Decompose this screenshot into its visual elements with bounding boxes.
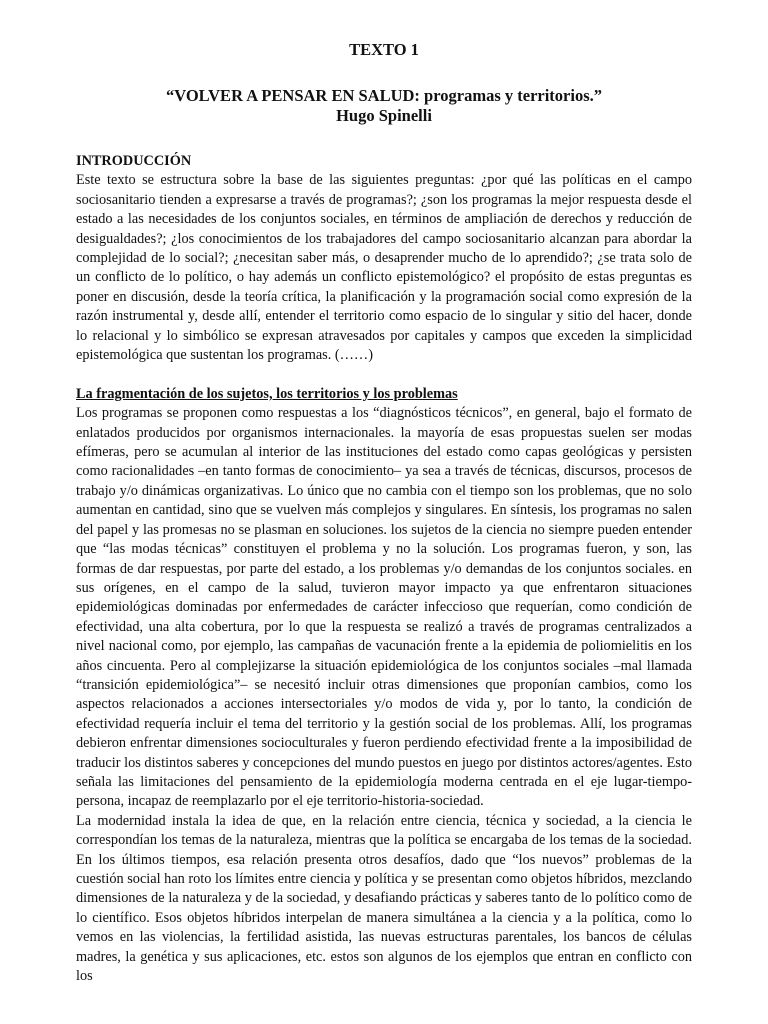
title-block <box>76 86 692 126</box>
section-introduction <box>76 152 692 365</box>
paragraph: Este texto se estructura sobre la base de las siguientes preguntas: ¿por qué las políticas en el campo sociosanitario tienden a expresarse a través de programas?; ¿son los programas la mejor respuesta desde el estado a las necesidades de los conjuntos sociales, en términos de ampliación de derechos y reducción de desigualdades?; ¿los conocimientos de los trabajadores del campo sociosanitario alcanzan para abordar la complejidad de lo social?; ¿necesitan saber más, o desaprender mucho de lo aprendido?; ¿se trata solo de un conflicto de lo político, o hay además un conflicto epistemológico? el propósito de estas preguntas es poner en discusión, desde la teoría crítica, la planificación y la programación social como expresión de la razón instrumental y, desde allí, entender el territorio como espacio de lo singular y sitio del hacer, donde lo relacional y lo simbólico se expresan atravesados por capitales y campos que exceden la simplicidad epistemológica que sustentan los programas. (……) <box>76 172 692 364</box>
document-author: Hugo Spinelli <box>336 106 432 125</box>
document-subtitle: “VOLVER A PENSAR EN SALUD: programas y territorios.” <box>165 86 602 105</box>
section-heading-introduction: INTRODUCCIÓN <box>76 153 192 169</box>
section-heading-fragmentation: La fragmentación de los sujetos, los territorios y los problemas <box>76 385 458 402</box>
document-title: TEXTO 1 <box>349 40 419 59</box>
paragraph: Los programas se proponen como respuestas a los “diagnósticos técnicos”, en general, bajo el formato de enlatados producidos por organismos internacionales. la mayoría de esas propuestas suelen ser modas efímeras, pero se acumulan al interior de las instituciones del estado como capas geológicas y persisten como racionalidades –en tanto formas de conocimiento– ya sea a través de técnicas, discursos, procesos de trabajo y/o dinámicas organizativas. Lo único que no cambia con el tiempo son los problemas, que no solo aumentan en cantidad, sino que se vuelven más complejos y singulares. En síntesis, los programas no salen del papel y las promesas no se plasman en soluciones. los sujetos de la ciencia no siempre pueden entender que “las modas técnicas” constituyen el problema y no la solución. Los programas fueron, y son, las formas de dar respuestas, por parte del estado, a los problemas y/o demandas de los conjuntos sociales. en sus orígenes, en el campo de la salud, tuvieron mayor impacto ya que enfrentaron situaciones epidemiológicas dominadas por enfermedades de carácter infeccioso que requerían, como condición de efectividad, una alta cobertura, por lo que la respuesta se realizó a través de programas centralizados a nivel nacional como, por ejemplo, las campañas de vacunación frente a la epidemia de poliomielitis en los años cincuenta. Pero al complejizarse la situación epidemiológica de los conjuntos sociales –mal llamada “transición epidemiológica”– se necesitó incluir otras dimensiones que proponían cambios, como los aspectos relacionados a acciones intersectoriales y/o modos de vida y, por lo tanto, la condición de efectividad requería incluir el tema del territorio y la gestión social de los problemas. Allí, los programas debieron enfrentar dimensiones socioculturales y fueron perdiendo efectividad frente a la imposibilidad de traducir los distintos saberes y concepciones del mundo puestos en juego por distintos actores/agentes. Esto señala las limitaciones del pensamiento de la epidemiología moderna centrada en el eje lugar-tiempo-persona, incapaz de reemplazarlo por el eje territorio-historia-sociedad. <box>76 405 692 810</box>
paragraph: La modernidad instala la idea de que, en la relación entre ciencia, técnica y sociedad, a la ciencia le correspondían los temas de la naturaleza, mientras que la política se encargaba de los temas de la sociedad. En los últimos tiempos, esa relación presenta otros desafíos, dado que “los nuevos” problemas de la cuestión social han roto los límites entre ciencia y política y se presentan como objetos híbridos, mezclando dimensiones de la naturaleza y de la sociedad, y desafiando prácticas y saberes tanto de lo político como de lo científico. Esos objetos híbridos interpelan de manera simultánea a la ciencia y a la política, como lo vemos en las violencias, la fertilidad asistida, las nuevas estructuras parentales, los bancos de células madres, la genética y sus aplicaciones, etc. estos son algunos de los ejemplos que entran en conflicto con los <box>76 812 692 985</box>
section-fragmentation <box>76 385 692 987</box>
section-spacer <box>76 365 692 384</box>
